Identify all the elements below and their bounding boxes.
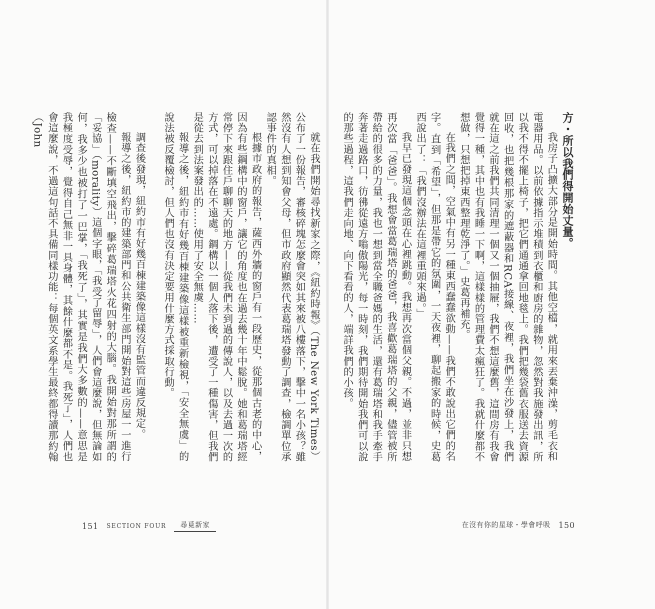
left-page-number: 151 xyxy=(82,521,99,531)
paragraph: 調查後發現，紐約市有好幾百棟建築像這樣沒有監管而違反規定。 xyxy=(133,132,145,440)
section-heading: 方・所以我們得開始丈量。 xyxy=(561,112,574,249)
left-page xyxy=(31,112,320,462)
paragraph: 在我們之間，空氣中有另一種東西蠢蠢欲動——我們不敢說出它們的名字。直到「希望」，但那是帶它的氛圍，一天夜裡，聊起搬家的時候，史葛西說出了：「我們沒辦法在這裡重頭來過。」 xyxy=(414,112,455,462)
paragraph: 我早已發現這個念頭在心裡跳動。我想再次當個父親。不過，並非只想再次當「爸爸」。我想會當葛瑞塔的爸爸，我喜歡葛瑞塔的父親，儘管被所帶給的很多的力量，我也一想到當全職爸媽的生活，還有葛瑞塔和我手牽手奔著走過路口，彷彿從遠方嗡傲陽光，每一時刻，我們期待開始我們可以說的那些過程，這我們走向地、向下看看的人，端詳我們的小孩。 xyxy=(341,112,411,462)
paragraph: 就在我們開始尋找新家之際，《紐約時報》（The New York Times）公布了一份報告，審核碎塊怎麼會突如其來被八樓落下，擊中一名小孩？雖然沒有人想到知會父母，但市政府顯然代表葛瑞塔發動了調查，檢調單位承認事件的真相。 xyxy=(264,112,319,462)
paragraph: 根據市政府的報告，薩西外牆的窗戶有一段歷史，從那個古老的中心，因為有些鋼構中的窗戶，讓它的角度也在過去幾十年中鬆脫。她和葛瑞塔經常停下來跟住戶聊聊天的地方——從我們未到過的傳說人，以及去過一次的方式，可以掉落在不遠處。鋼構以一個人落下後，遭受了一種傷害，但我們是從去到法案發出的……使用了安全無虞…… xyxy=(191,112,261,462)
left-section-label: SECTION FOUR xyxy=(106,522,167,530)
right-footer xyxy=(462,520,575,530)
paragraph: 報導之後，紐約市的建築部門和公共衛生部門開始對這些房屋一一進行檢查——不斷填空飛出，擊碎葛瑞塔火花四射的大腦。我開始對那所謂的「妥協」（morality）這個字眼，「我受了留辱」，人們會這麼說，但無論如何，我多少也被打了一巴掌，「我死了」，其實是我們大多數的——意思是我極度受辱，覺得自己無非一具身體，其餘什麼都不是。我死了」，人們也會這麼說，不過這句話不具備同樣功能：每個英文系學生最終都得讀那約翰（John xyxy=(31,112,130,462)
right-page-number: 150 xyxy=(558,520,575,530)
paragraph: 報導之後，紐約市有好幾百棟建築像這樣被重新檢視，「安全無虞」的說法被反覆檢討，但人們也沒有決定要用什麼方式採取行動。 xyxy=(162,112,188,462)
right-running-title: 在沒有你的星球・學會呼吸 xyxy=(461,521,551,529)
book-gutter xyxy=(326,0,329,609)
left-running-title: 尋覓新家 xyxy=(174,520,216,532)
left-footer xyxy=(82,520,216,532)
right-page-text xyxy=(336,112,574,462)
right-page xyxy=(336,112,574,462)
paragraph: 我房子凸擴大部分是開始時間。其他空檔，就用來丟棄沖澡，剪毛衣和電器用品。以前依據指示堆積到衣櫃和廚房的雜物，忽然對我施發出訊，所以我不得不擺上椅子，把它們通通拿回地毯上。我們把幾袋舊衣服送去資源回收，也把幾根那家的遮蔽器和RCA接線、夜裡，我們坐在沙發上，我們就在這之前我們共同清理一個又一個抽屜，我們不想這麼舊，這間房有我會覺得一種，其中也有我睡一下啊，這樣樣的管理費太瘋狂了。我就什麼都不想做，只想把掉東西整理乾淨了。」史葛再補充。 xyxy=(457,112,557,462)
left-page-text xyxy=(31,112,320,462)
